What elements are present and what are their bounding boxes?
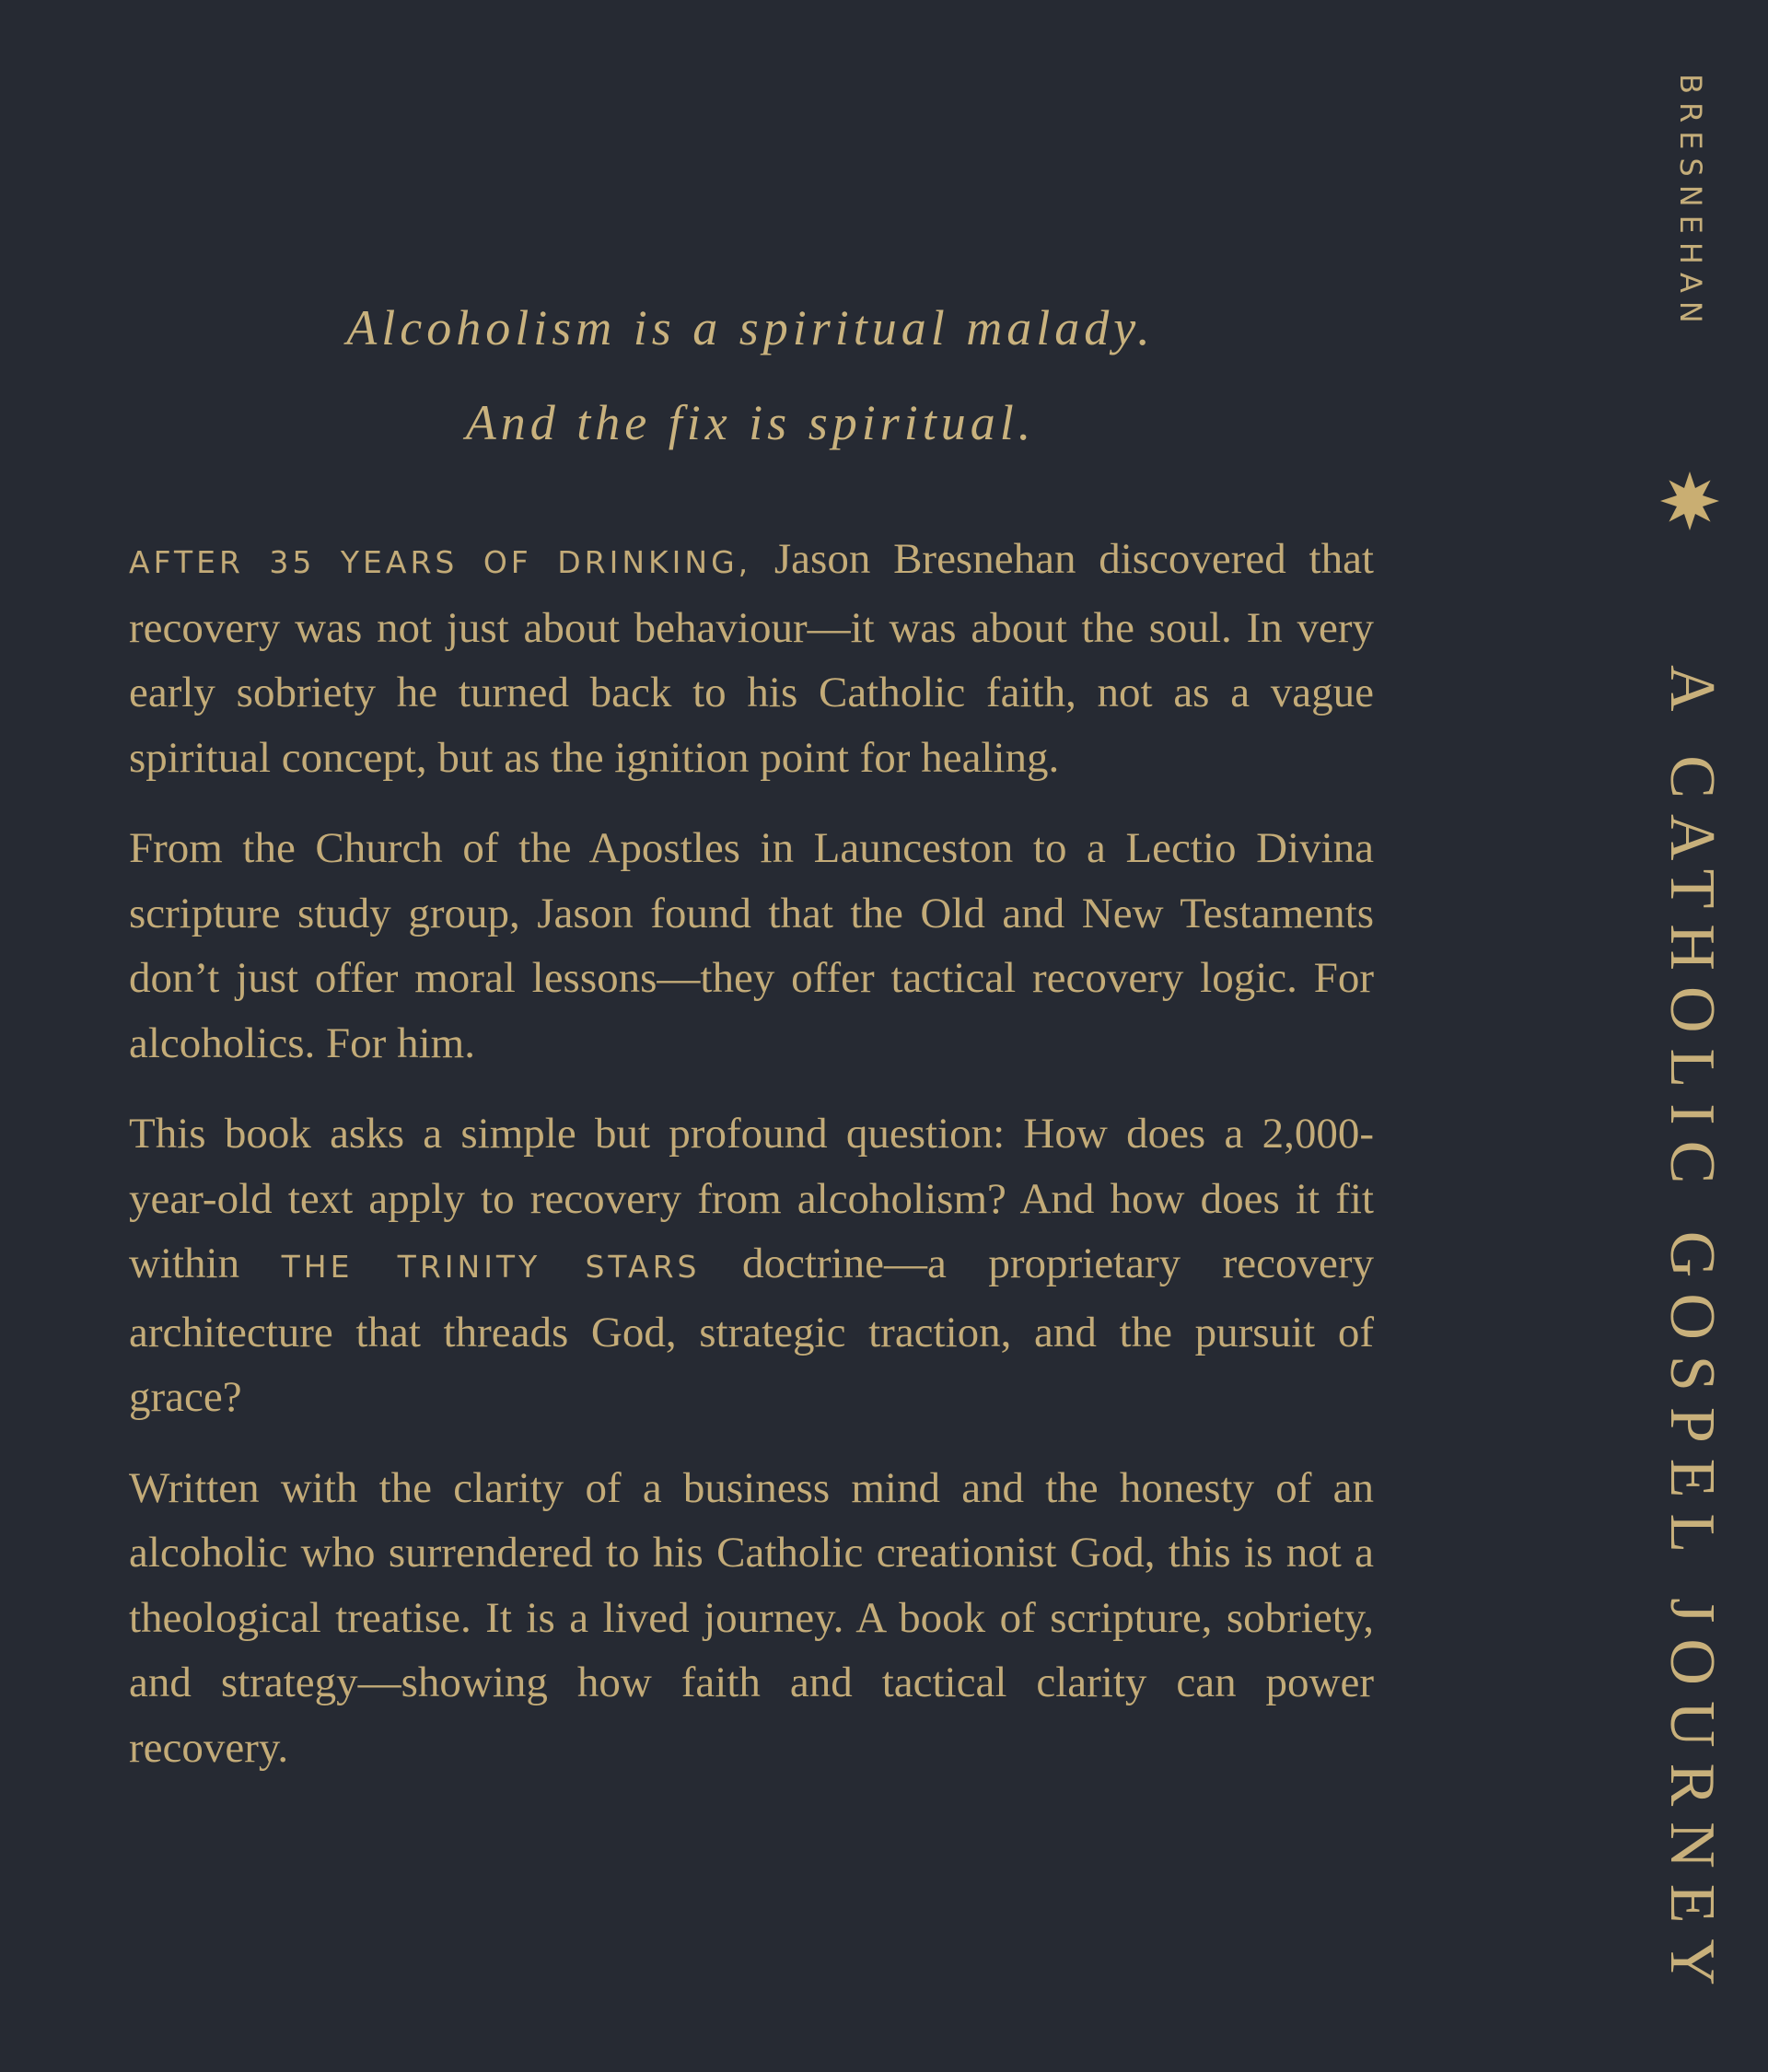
blurb-paragraph-1 bbox=[129, 527, 1374, 790]
tagline bbox=[129, 281, 1372, 471]
paragraph-3-text-b: doctrine—a proprietary recovery architecture that threads God, strategic traction, and the pursuit of grace? bbox=[129, 1240, 1375, 1421]
trinity-stars-smallcaps: THE TRINITY STARS bbox=[281, 1249, 701, 1285]
tagline-line-2: And the fix is spiritual. bbox=[465, 395, 1036, 450]
eight-point-star-icon bbox=[1658, 470, 1721, 532]
lead-in-smallcaps: AFTER 35 YEARS OF DRINKING, bbox=[129, 544, 752, 580]
paragraph-1-text: Jason Bresnehan discovered that recovery was not just about behaviour—it was about the soul. In very early sobriety he turned back to his Catholic faith, not as a vague spiritual concept, but as the ignition point for healing. bbox=[129, 535, 1374, 782]
tagline-line-1: Alcoholism is a spiritual malady. bbox=[346, 300, 1155, 355]
blurb-body bbox=[129, 527, 1374, 1806]
blurb-paragraph-4: Written with the clarity of a business mind and the honesty of an alcoholic who surrendered to his Catholic creationist God, this is not a theological treatise. It is a lived journey. A book of scripture, sobriety, and strategy—showing how faith and tactical clarity can power recovery. bbox=[129, 1463, 1374, 1772]
spine-author bbox=[1663, 74, 1718, 332]
blurb-paragraph-2: From the Church of the Apostles in Launceston to a Lectio Divina scripture study group, Jason found that the Old and New Testaments don’t just offer moral lessons—they offer tactical recovery logic. For alcoholics. For him. bbox=[129, 824, 1374, 1067]
blurb-paragraph-3 bbox=[129, 1101, 1374, 1430]
spine-title-text: A CATHOLIC GOSPEL JOURNEY bbox=[1657, 665, 1727, 2002]
paragraph-3-text-a: This book asks a simple but profound question: How does a 2,000-year-old text apply to recovery from alcoholism? And how does it fit within bbox=[129, 1110, 1374, 1287]
spine-author-text: BRESNEHAN bbox=[1673, 74, 1708, 332]
spine-title bbox=[1657, 665, 1727, 2046]
